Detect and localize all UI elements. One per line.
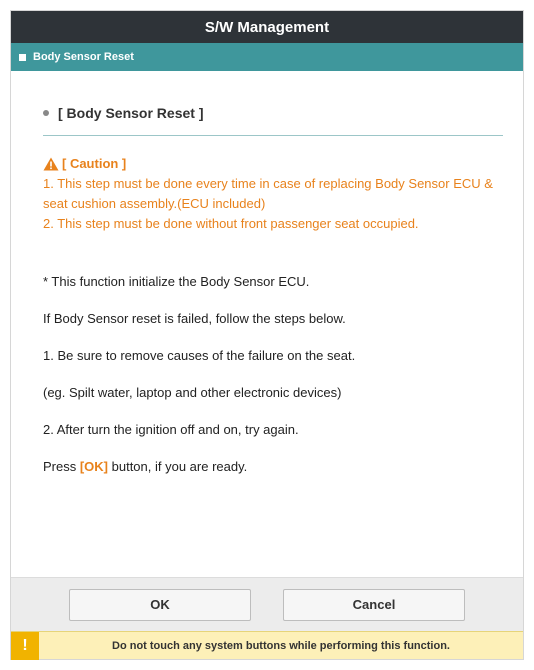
instructions-block xyxy=(31,274,503,475)
caution-line-1: 1. This step must be done every time in case of replacing Body Sensor ECU & xyxy=(43,176,493,191)
instruction-p1: * This function initialize the Body Sensor ECU. xyxy=(43,274,310,289)
caution-title-text: [ Caution ] xyxy=(62,156,127,171)
cancel-button[interactable]: Cancel xyxy=(283,589,465,621)
instruction-p4: (eg. Spilt water, laptop and other electronic devices) xyxy=(43,385,342,400)
divider xyxy=(43,135,503,136)
section-heading xyxy=(31,105,503,121)
sw-management-window xyxy=(10,10,524,660)
caution-line-2: 2. This step must be done without front passenger seat occupied. xyxy=(43,216,419,231)
caution-title xyxy=(43,154,503,174)
instruction-p3: 1. Be sure to remove causes of the failure on the seat. xyxy=(43,348,356,363)
instruction-p6 xyxy=(43,459,503,475)
instruction-p5: 2. After turn the ignition off and on, try again. xyxy=(43,422,299,437)
warning-triangle-icon xyxy=(43,157,59,171)
instruction-p6-prefix: Press xyxy=(43,459,80,474)
subheader-bar xyxy=(11,43,523,71)
square-bullet-icon xyxy=(19,54,26,61)
bullet-dot-icon xyxy=(43,110,49,116)
caution-line-1b: seat cushion assembly.(ECU included) xyxy=(43,196,266,211)
notice-message: Do not touch any system buttons while performing this function. xyxy=(112,639,450,652)
instruction-ok-highlight: [OK] xyxy=(79,459,109,474)
caution-block xyxy=(31,154,503,234)
button-bar xyxy=(11,577,523,631)
window-title: S/W Management xyxy=(11,11,523,43)
main-content xyxy=(11,71,523,579)
section-heading-text: [ Body Sensor Reset ] xyxy=(58,105,204,121)
instruction-p2: If Body Sensor reset is failed, follow the steps below. xyxy=(43,311,346,326)
ok-button[interactable]: OK xyxy=(69,589,251,621)
instruction-p6-suffix: button, if you are ready. xyxy=(108,459,248,474)
exclamation-icon: ! xyxy=(11,632,39,660)
subheader-label: Body Sensor Reset xyxy=(33,51,134,63)
notice-bar xyxy=(11,631,523,659)
